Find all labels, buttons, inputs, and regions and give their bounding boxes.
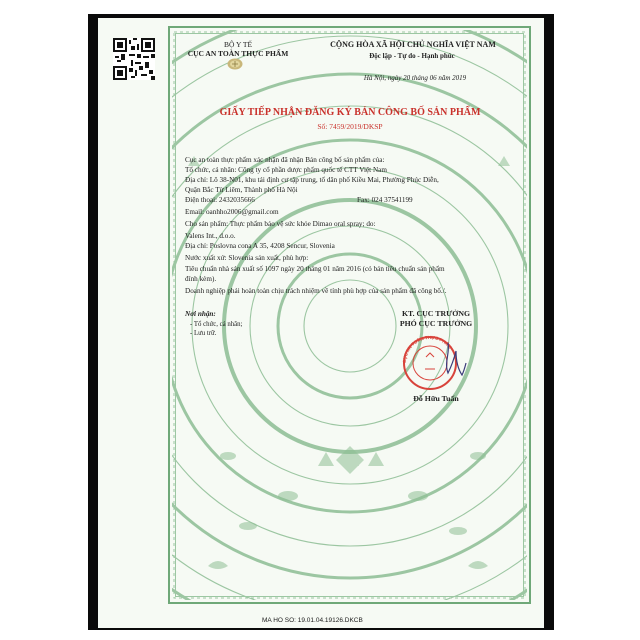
official-stamp [398,333,470,393]
body-line-6: Cho sản phẩm: Thực phẩm bảo vệ sức khỏe Dimao oral spray; do: [185,220,376,228]
body-line-10: Tiêu chuẩn nhà sản xuất số 1097 ngày 20 tháng 01 năm 2016 (có bản tiêu chuẩn sản phẩm [185,265,445,273]
body-line-12: Doanh nghiệp phải hoàn toàn chịu trách nhiệm về tính phù hợp của sản phẩm đã công bố./. [185,287,447,295]
body-line-4: Quận Bắc Từ Liêm, Thành phố Hà Nội [185,186,298,194]
ministry-name: BỘ Y TẾ [223,40,253,49]
issue-date: Hà Nội, ngày 20 tháng 06 năm 2019 [363,74,467,82]
motto: Độc lập - Tự do - Hạnh phúc [369,52,455,60]
body-line-8: Địa chỉ: Poslovna cona A 35, 4208 Sencur, Slovenia [185,242,335,250]
document-number: Số: 7459/2019/DKSP [317,122,383,131]
recipient-item-1: - Tổ chức, cá nhân; [190,321,243,328]
country-name: CỘNG HÒA XÃ HỘI CHỦ NGHĨA VIỆT NAM [330,40,496,49]
body-line-2: Tổ chức, cá nhân: Công ty cổ phần dược phẩm quốc tế CTT Việt Nam [185,166,387,174]
body-line-7: Valens Int., d.o.o. [185,232,236,240]
body-line-1: Cục an toàn thực phẩm xác nhận đã nhận Bản công bố sản phẩm của: [185,156,385,164]
signer-name: Đỗ Hữu Tuấn [413,394,459,403]
stamp-text: CỤC AN TOÀN THỰC PHẨM [401,334,453,364]
body-line-9: Nước xuất xứ: Slovenia sản xuất, phù hợp: [185,254,309,262]
dossier-code: MA HO SO: 19.01.04.19126.DKCB [262,617,363,624]
qr-code-icon [113,38,155,80]
department-name: CỤC AN TOÀN THỰC PHẨM [187,49,289,58]
phone-line: Điện thoại: 2432035666 [185,196,255,204]
svg-text:CỤC AN TOÀN THỰC PHẨM [402,335,453,363]
recipients-heading: Nơi nhận: [185,310,216,318]
recipient-item-2: - Lưu trữ. [190,330,217,337]
body-line-5: Email: oanhho2006@gmail.com [185,208,279,216]
document-title: GIẤY TIẾP NHẬN ĐĂNG KÝ BẢN CÔNG BỐ SẢN PHẨM [219,107,481,118]
fax-line: Fax: 024 37541199 [357,196,413,204]
body-line-3: Địa chỉ: Lô 38-N01, khu tái định cư tập trung, tổ dân phố Kiều Mai, Phường Phúc Diễn, [185,176,439,184]
body-line-11: đính kèm). [185,275,217,283]
ministry-emblem-icon [227,58,243,70]
signer-title-2: PHÓ CỤC TRƯỞNG [399,319,473,328]
signer-title-1: KT. CỤC TRƯỞNG [401,309,471,318]
